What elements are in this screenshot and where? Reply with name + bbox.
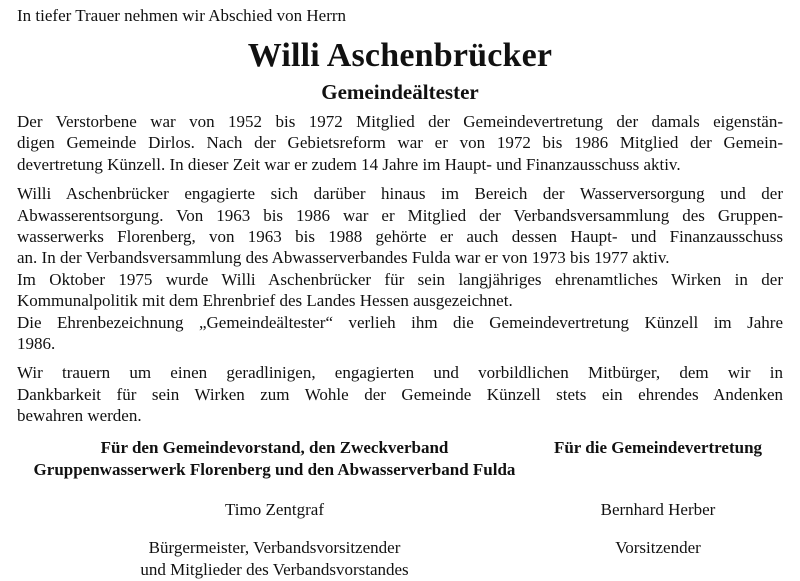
- paragraph-mourning: [17, 362, 783, 426]
- text-line: wasserwerks Florenberg, von 1963 bis 1988 gehörte er auch dessen Haupt- und Finanzausschuss: [17, 227, 783, 247]
- signatory-role: [17, 537, 532, 581]
- text-line: Der Verstorbene war von 1952 bis 1972 Mitglied der Gemeindevertretung der damals eigenstän-: [17, 112, 783, 131]
- signature-heading-line: Gruppenwasserwerk Florenberg und den Abwasserverband Fulda: [33, 459, 516, 479]
- deceased-title: Gemeindeältester: [321, 80, 479, 104]
- text-line: an. In der Verbandsversammlung des Abwasserverbandes Fulda war er von 1973 bis 1977 aktiv.: [17, 248, 670, 268]
- text-line: 1986.: [17, 334, 56, 354]
- signature-heading-line: Für den Gemeindevorstand, den Zweckverband: [100, 437, 449, 457]
- signature-municipal-board: [17, 437, 532, 581]
- text-line: Willi Aschenbrücker engagierte sich darüber hinaus im Bereich der Wasserversorgung und der: [17, 184, 783, 204]
- signatory-role-line: und Mitglieder des Verbandsvorstandes: [140, 559, 409, 579]
- text-line: Kommunalpolitik mit dem Ehrenbrief des Landes Hessen ausgezeichnet.: [17, 291, 513, 311]
- paragraph-water: [17, 183, 783, 354]
- signatory-role-line: Bürgermeister, Verbandsvorsitzender: [148, 537, 401, 557]
- paragraph-council: [17, 111, 783, 175]
- text-line: Abwasserentsorgung. Von 1963 bis 1986 war er Mitglied der Verbandsversammlung des Gruppen-: [17, 205, 783, 225]
- text-line: Die Ehrenbezeichnung „Gemeindeältester“ verlieh ihm die Gemeindevertretung Künzell im Jahre: [17, 312, 783, 332]
- signatory-name: Timo Zentgraf: [224, 499, 324, 519]
- deceased-name: Willi Aschenbrücker: [247, 37, 553, 74]
- text-line: devertretung Künzell. In dieser Zeit war er zudem 14 Jahre im Haupt- und Finanzausschuss aktiv.: [17, 154, 681, 174]
- text-line: Im Oktober 1975 wurde Willi Aschenbrücker für sein langjähriges ehrenamtliches Wirken in der: [17, 269, 783, 289]
- text-line: Dankbarkeit für sein Wirken zum Wohle der Gemeinde Künzell stets ein ehrendes Andenken: [17, 384, 783, 404]
- text-line: digen Gemeinde Dirlos. Nach der Gebietsreform war er von 1972 bis 1986 Mitglied der Gemein-: [17, 133, 783, 153]
- signatory-name: Bernhard Herber: [600, 499, 716, 519]
- signatory-role: Vorsitzender: [615, 537, 701, 557]
- signature-heading: Für die Gemeindevertretung: [553, 437, 763, 457]
- text-line: Wir trauern um einen geradlinigen, engagierten und vorbildlichen Mitbürger, dem wir in: [17, 363, 783, 383]
- signature-council: [533, 437, 783, 581]
- signature-heading: [17, 437, 532, 481]
- intro-text: In tiefer Trauer nehmen wir Abschied von Herrn: [17, 6, 347, 25]
- text-line: bewahren werden.: [17, 406, 142, 426]
- signature-block: [17, 437, 783, 581]
